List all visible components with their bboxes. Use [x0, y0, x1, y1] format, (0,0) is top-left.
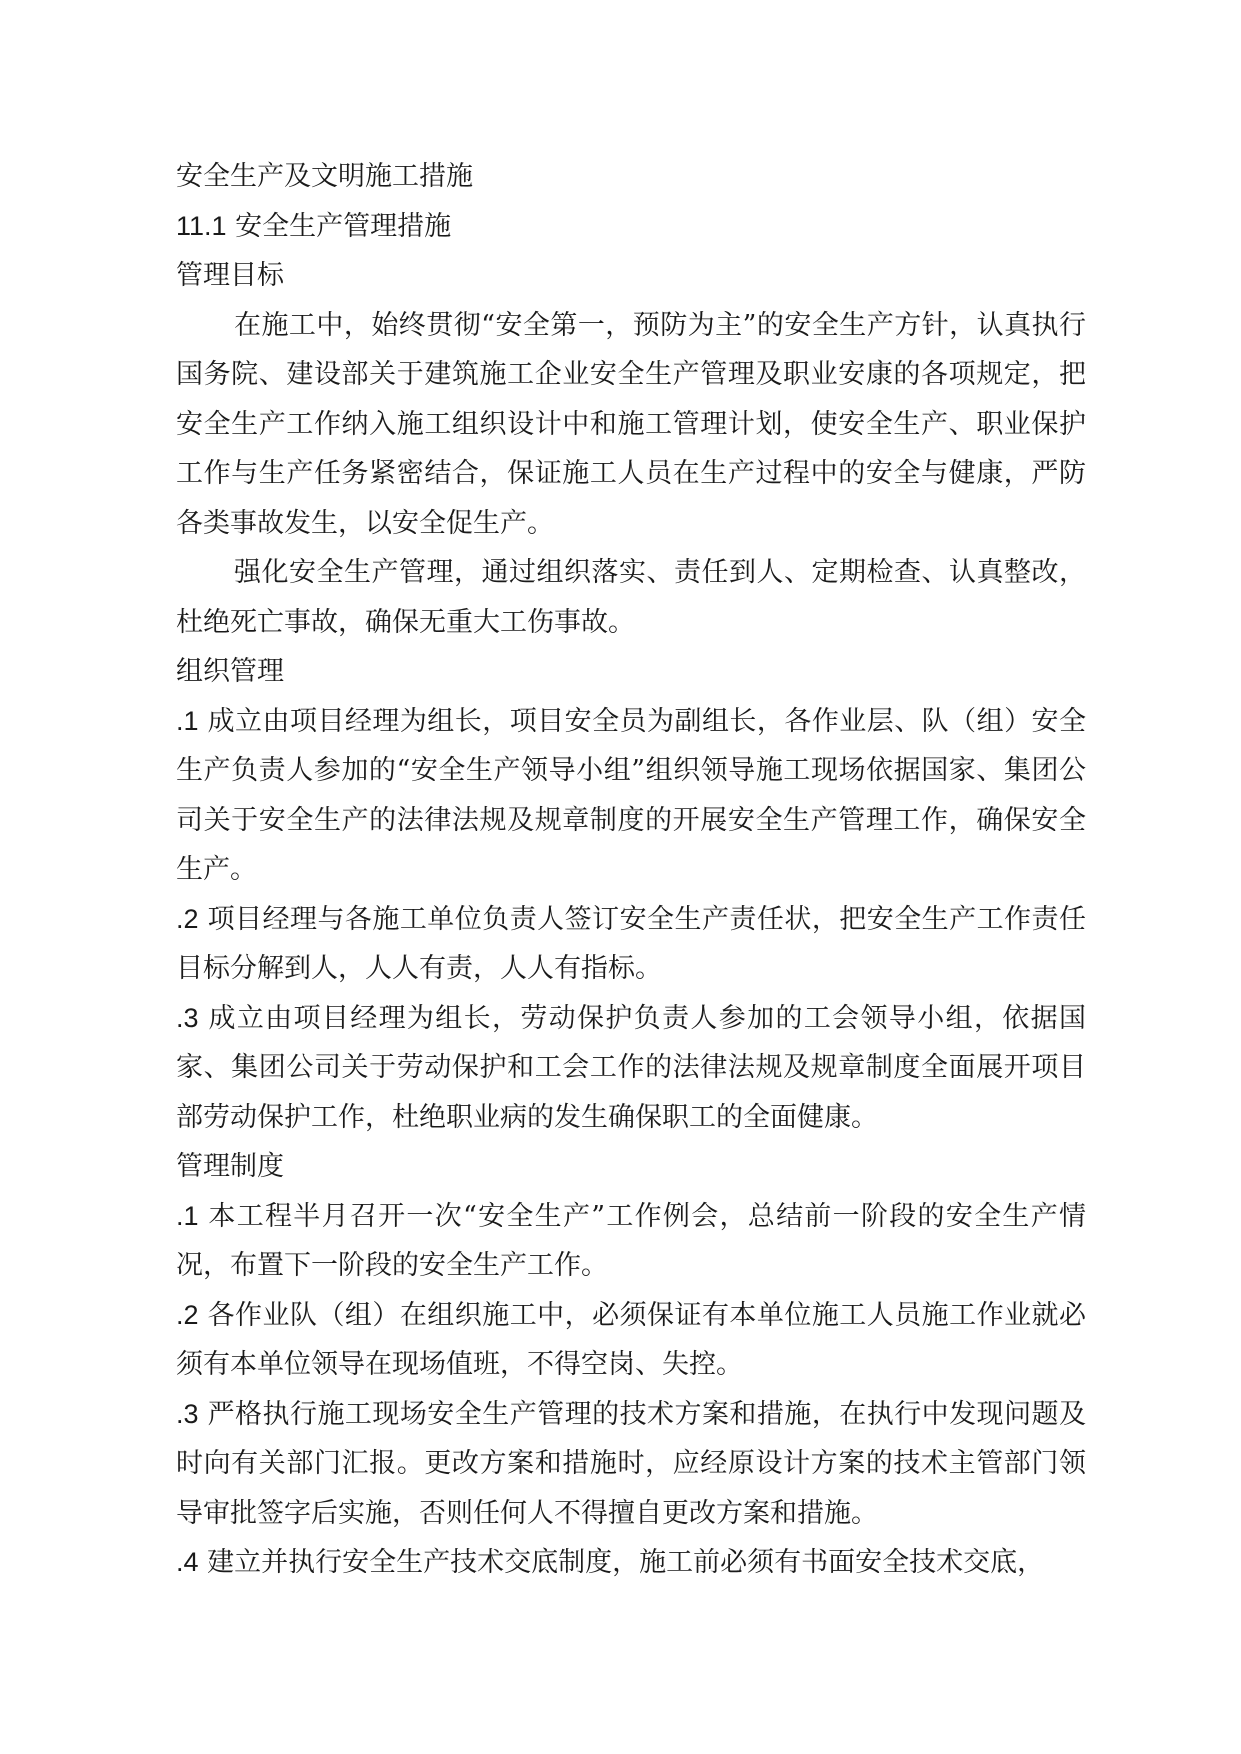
- goal-paragraph-1: 在施工中，始终贯彻“安全第一，预防为主”的安全生产方针，认真执行国务院、建设部关于建筑施工企业安全生产管理及职业安康的各项规定，把安全生产工作纳入施工组织设计中和施工管理计划，使安全生产、职业保护工作与生产任务紧密结合，保证施工人员在生产过程中的安全与健康，严防各类事故发生，以安全促生产。: [176, 309, 1086, 539]
- section-title: 安全生产管理措施: [235, 210, 452, 242]
- org-item-2: [176, 895, 1086, 994]
- section-heading: [176, 202, 1086, 252]
- rules-item-1-text: 本工程半月召开一次“安全生产”工作例会，总结前一阶段的安全生产情况，布置下一阶段的安全生产工作。: [176, 1200, 1086, 1281]
- document-page: [176, 152, 1086, 1588]
- rules-item-1-number: .1: [176, 1200, 199, 1231]
- rules-item-4: [176, 1538, 1086, 1588]
- org-item-1-text: 成立由项目经理为组长，项目安全员为副组长，各作业层、队（组）安全生产负责人参加的“安全生产领导小组”组织领导施工现场依据国家、集团公司关于安全生产的法律法规及规章制度的开展安全生产管理工作，确保安全生产。: [176, 705, 1087, 885]
- org-item-3-text: 成立由项目经理为组长，劳动保护负责人参加的工会领导小组，依据国家、集团公司关于劳动保护和工会工作的法律法规及规章制度全面展开项目部劳动保护工作，杜绝职业病的发生确保职工的全面健康。: [176, 1002, 1086, 1133]
- org-heading: 组织管理: [176, 656, 284, 687]
- goal-heading: 管理目标: [176, 260, 284, 291]
- org-item-2-text: 项目经理与各施工单位负责人签订安全生产责任状，把安全生产工作责任目标分解到人，人人有责，人人有指标。: [176, 903, 1087, 984]
- rules-item-4-text: 建立并执行安全生产技术交底制度，施工前必须有书面安全技术交底，: [207, 1547, 1045, 1578]
- rules-item-2-text: 各作业队（组）在组织施工中，必须保证有本单位施工人员施工作业就必须有本单位领导在现场值班，不得空岗、失控。: [176, 1299, 1087, 1380]
- org-item-1: [176, 697, 1086, 895]
- rules-item-2: [176, 1291, 1086, 1390]
- section-number: 11.1: [176, 210, 227, 241]
- rules-item-4-number: .4: [176, 1547, 199, 1577]
- org-item-2-number: .2: [176, 903, 199, 934]
- org-item-3-number: .3: [176, 1002, 199, 1033]
- rules-item-3-number: .3: [176, 1398, 199, 1429]
- org-item-1-number: .1: [176, 705, 199, 736]
- org-item-3: [176, 994, 1086, 1143]
- goal-paragraph-2: 强化安全生产管理，通过组织落实、责任到人、定期检查、认真整改，杜绝死亡事故，确保无重大工伤事故。: [176, 557, 1086, 638]
- rules-item-2-number: .2: [176, 1299, 199, 1330]
- rules-item-3-text: 严格执行施工现场安全生产管理的技术方案和措施，在执行中发现问题及时向有关部门汇报。更改方案和措施时，应经原设计方案的技术主管部门领导审批签字后实施，否则任何人不得擅自更改方案和措施。: [176, 1398, 1087, 1529]
- rules-item-3: [176, 1390, 1086, 1539]
- rules-heading: 管理制度: [176, 1151, 284, 1182]
- rules-item-1: [176, 1192, 1086, 1291]
- document-title: 安全生产及文明施工措施: [176, 161, 473, 192]
